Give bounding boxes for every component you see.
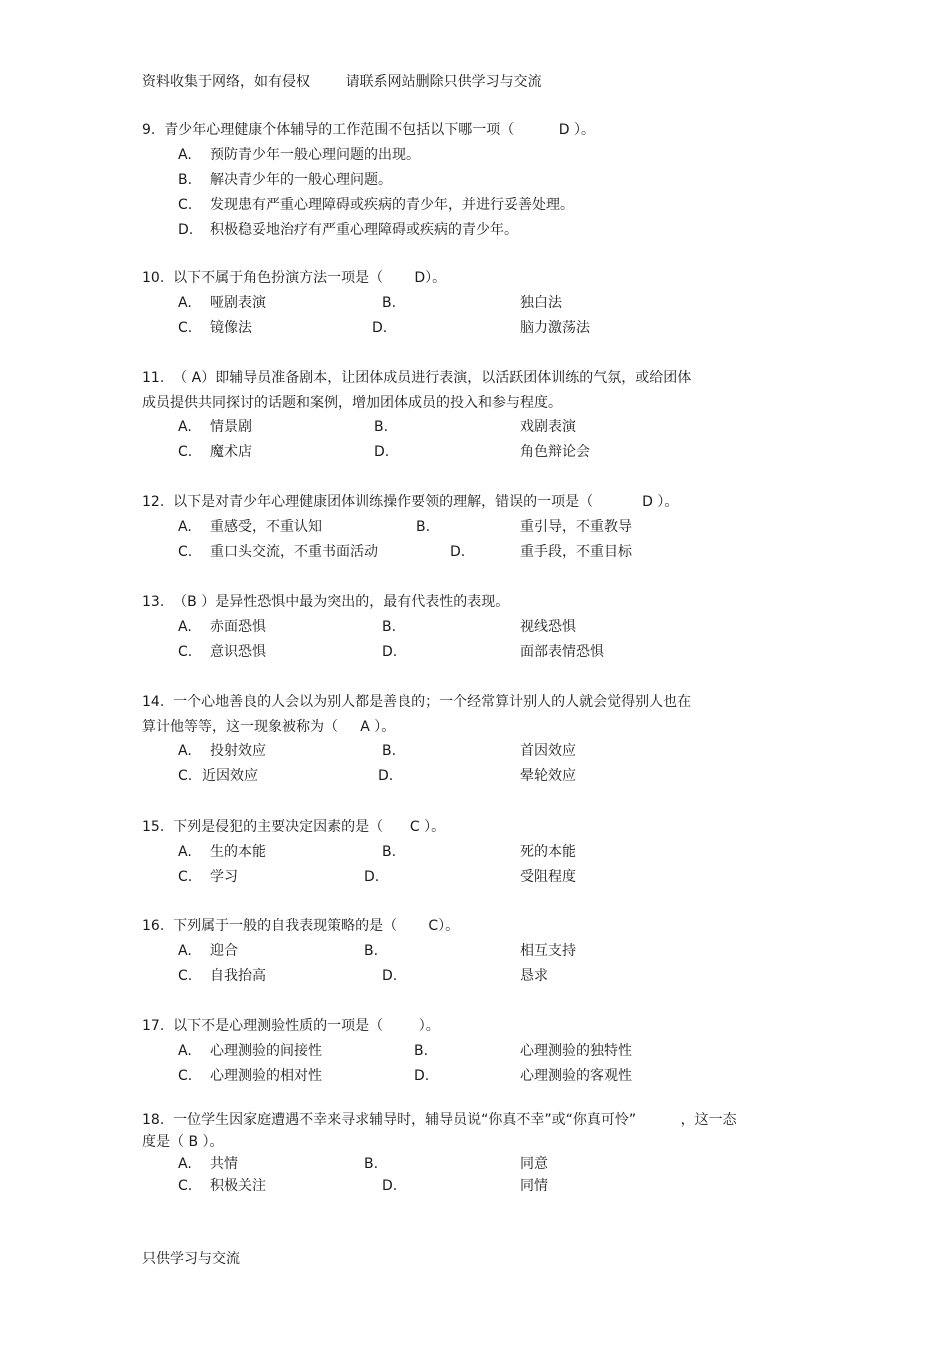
- question-16: [142, 914, 822, 989]
- option-row-cd: C. 魔术店 D. 角色辩论会: [178, 444, 590, 460]
- question-stem: 11. （ A）即辅导员准备剧本，让团体成员进行表演，以活跃团体训练的气氛，或给团体 成员提供共同探讨的话题和案例，增加团体成员的投入和参与程度。: [142, 370, 692, 411]
- question-9: [142, 118, 822, 243]
- option-row-cd: C. 意识恐惧 D. 面部表情恐惧: [178, 643, 604, 660]
- question-stem: 17. 以下不是心理测验性质的一项是（ ）。: [142, 1018, 440, 1034]
- option-row-ab: A. 情景剧 B. 戏剧表演: [178, 419, 576, 435]
- option-row-cd: C. 镜像法 D. 脑力激荡法: [178, 319, 590, 336]
- option-row-ab: A. 生的本能 B. 死的本能: [178, 843, 576, 860]
- option-d: D. 积极稳妥地治疗有严重心理障碍或疾病的青少年。: [178, 221, 518, 238]
- option-row-cd: C. 学习 D. 受阻程度: [178, 868, 576, 885]
- question-13: [142, 590, 822, 665]
- option-row-cd: C. 心理测验的相对性 D. 心理测验的客观性: [178, 1067, 632, 1084]
- option-row-cd: C. 重口头交流，不重书面活动 D. 重手段，不重目标: [178, 543, 632, 560]
- question-11: [142, 366, 822, 465]
- question-stem: 13. （B ）是异性恐惧中最为突出的，最有代表性的表现。: [142, 594, 510, 610]
- option-row-ab: A. 心理测验的间接性 B. 心理测验的独特性: [178, 1042, 632, 1059]
- option-row-ab: A. 重感受，不重认知 B. 重引导，不重教导: [178, 518, 632, 535]
- option-row-ab: A. 哑剧表演 B. 独白法: [178, 294, 562, 311]
- question-stem: 14. 一个心地善良的人会以为别人都是善良的；一个经常算计别人的人就会觉得别人也在 算计他等等，这一现象被称为（ A ）。: [142, 694, 692, 735]
- question-stem: 12. 以下是对青少年心理健康团体训练操作要领的理解，错误的一项是（ D ）。: [142, 494, 679, 510]
- option-b: B. 解决青少年的一般心理问题。: [178, 171, 392, 188]
- option-row-cd: C. 自我抬高 D. 恳求: [178, 967, 548, 984]
- question-stem: 10. 以下不属于角色扮演方法一项是（ D）。: [142, 270, 447, 286]
- question-stem: 16. 下列属于一般的自我表现策略的是（ C）。: [142, 918, 460, 934]
- option-row-cd: C. 积极关注 D. 同情: [178, 1178, 548, 1194]
- question-15: [142, 815, 822, 890]
- option-row-cd: C. 近因效应 D. 晕轮效应: [178, 768, 576, 784]
- page-footer: 只供学习与交流: [142, 1251, 240, 1267]
- option-row-ab: A. 赤面恐惧 B. 视线恐惧: [178, 618, 576, 635]
- question-18: [142, 1109, 822, 1197]
- question-stem: 15. 下列是侵犯的主要决定因素的是（ C ）。: [142, 819, 446, 835]
- question-14: [142, 690, 822, 789]
- question-10: [142, 266, 822, 341]
- option-row-ab: A. 迎合 B. 相互支持: [178, 942, 576, 959]
- option-a: A. 预防青少年一般心理问题的出现。: [178, 146, 420, 163]
- question-stem: 18. 一位学生因家庭遭遇不幸来寻求辅导时，辅导员说“你真不幸”或“你真可怜” ，这一态 度是（ B ）。: [142, 1112, 737, 1150]
- question-stem: 9. 青少年心理健康个体辅导的工作范围不包括以下哪一项（ D ）。: [142, 122, 595, 138]
- option-row-ab: A. 共情 B. 同意: [178, 1156, 548, 1172]
- page-header: 资料收集于网络，如有侵权 请联系网站删除只供学习与交流: [142, 74, 542, 90]
- option-c: C. 发现患有严重心理障碍或疾病的青少年，并进行妥善处理。: [178, 196, 574, 213]
- option-row-ab: A. 投射效应 B. 首因效应: [178, 743, 576, 759]
- question-17: [142, 1014, 822, 1089]
- question-12: [142, 490, 822, 565]
